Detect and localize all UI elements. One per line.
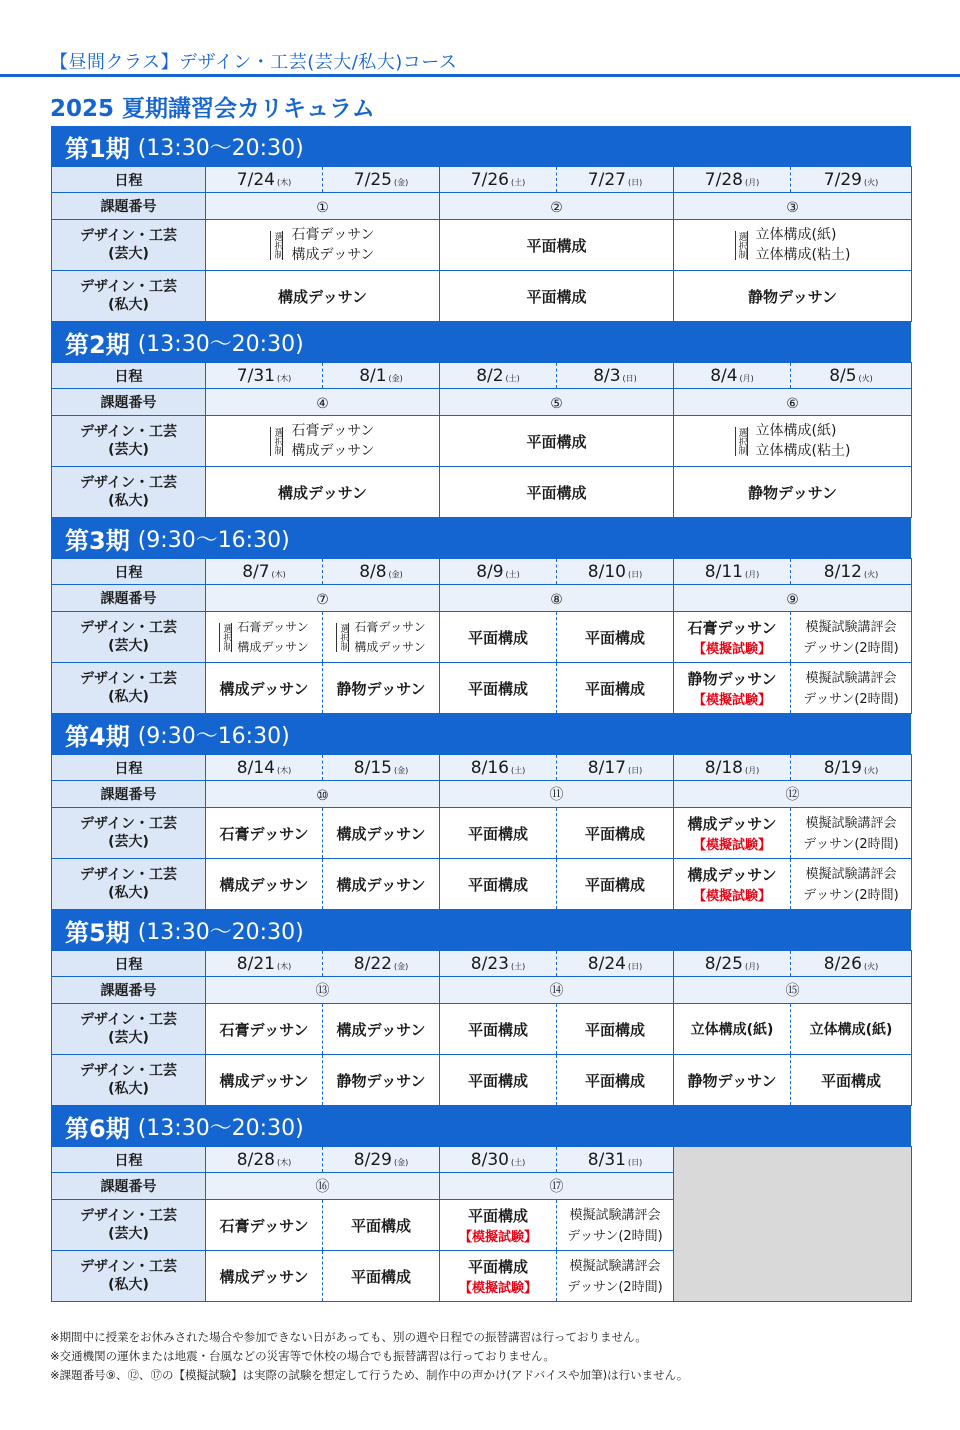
period-table-6 — [51, 1146, 912, 1302]
class-cell: 平面構成 【模擬試験】 — [440, 1251, 557, 1302]
assignment-number: ⑦ — [206, 585, 440, 612]
course-label-shidai: デザイン・工芸 (私大) — [52, 1251, 206, 1302]
date-cell: 8/26 (火) — [791, 951, 912, 977]
exam-tag: 【模擬試験】 — [692, 889, 771, 904]
period-header-6 — [51, 1106, 911, 1146]
period-header-1 — [51, 126, 911, 166]
class-cell: 構成デッサン — [323, 808, 440, 859]
course-label-geidai: デザイン・工芸 (芸大) — [52, 1004, 206, 1055]
date-cell: 8/31 (日) — [557, 1147, 674, 1173]
course-label-geidai: デザイン・工芸 (芸大) — [52, 1200, 206, 1251]
assignment-number: ⑬ — [206, 977, 440, 1004]
class-cell: 石膏デッサン — [206, 1200, 323, 1251]
period-time: (13:30〜20:30) — [137, 1115, 304, 1141]
class-cell: 平面構成 — [440, 808, 557, 859]
date-label: 日程 — [52, 755, 206, 781]
class-cell: 模擬試験講評会 デッサン(2時間) — [791, 859, 912, 910]
course-label-geidai: デザイン・工芸 (芸大) — [52, 220, 206, 271]
assignment-number: ⑧ — [440, 585, 674, 612]
class-cell: 平面構成 — [557, 808, 674, 859]
period-name: 第5期 — [65, 918, 130, 947]
class-cell: 構成デッサン — [206, 271, 440, 322]
class-cell: 平面構成 — [791, 1055, 912, 1106]
period-time: (13:30〜20:30) — [137, 135, 304, 161]
class-cell: 平面構成 — [557, 663, 674, 714]
choice-tag: 選択制 — [736, 231, 747, 259]
date-label: 日程 — [52, 951, 206, 977]
class-cell: 構成デッサン — [206, 1251, 323, 1302]
course-header: 【昼間クラス】デザイン・工芸(芸大/私大)コース — [50, 52, 458, 73]
date-label: 日程 — [52, 363, 206, 389]
date-cell: 7/24 (木) — [206, 167, 323, 193]
class-cell: 模擬試験講評会 デッサン(2時間) — [791, 808, 912, 859]
period-time: (13:30〜20:30) — [137, 919, 304, 945]
assignment-number: ⑭ — [440, 977, 674, 1004]
class-cell: 模擬試験講評会 デッサン(2時間) — [791, 663, 912, 714]
class-cell: 平面構成 — [440, 612, 557, 663]
course-label-geidai: デザイン・工芸 (芸大) — [52, 612, 206, 663]
exam-tag: 【模擬試験】 — [458, 1281, 537, 1296]
class-cell: 平面構成 — [440, 467, 674, 518]
course-label-shidai: デザイン・工芸 (私大) — [52, 859, 206, 910]
period-header-4 — [51, 714, 911, 754]
exam-tag: 【模擬試験】 — [692, 642, 771, 657]
class-cell: 構成デッサン — [206, 1055, 323, 1106]
date-cell: 8/19 (火) — [791, 755, 912, 781]
course-label-geidai: デザイン・工芸 (芸大) — [52, 416, 206, 467]
date-cell: 8/30 (土) — [440, 1147, 557, 1173]
period-table-1 — [51, 166, 912, 322]
number-label: 課題番号 — [52, 1173, 206, 1200]
class-cell: 構成デッサン — [206, 467, 440, 518]
class-cell: 石膏デッサン — [206, 1004, 323, 1055]
class-cell: 構成デッサン — [323, 1004, 440, 1055]
date-cell: 7/26 (土) — [440, 167, 557, 193]
choice-tag: 選択制 — [736, 427, 747, 455]
date-cell: 8/28 (木) — [206, 1147, 323, 1173]
period-time: (13:30〜20:30) — [137, 331, 304, 357]
date-cell: 8/5 (火) — [791, 363, 912, 389]
class-cell: 平面構成 — [440, 663, 557, 714]
class-cell: 石膏デッサン — [206, 808, 323, 859]
period-table-5 — [51, 950, 912, 1106]
assignment-number: ⑨ — [674, 585, 912, 612]
number-label: 課題番号 — [52, 977, 206, 1004]
assignment-number: ⑪ — [440, 781, 674, 808]
class-cell: 立体構成(紙) — [791, 1004, 912, 1055]
class-cell: 平面構成 — [440, 220, 674, 271]
class-cell: 構成デッサン — [206, 859, 323, 910]
date-cell: 7/31 (木) — [206, 363, 323, 389]
choice-tag: 選択制 — [272, 427, 283, 455]
class-cell: 選択制 石膏デッサン 構成デッサン — [206, 612, 323, 663]
period-time: (9:30〜16:30) — [137, 527, 290, 553]
class-cell: 立体構成(紙) — [674, 1004, 791, 1055]
class-cell: 選択制 石膏デッサン 構成デッサン — [323, 612, 440, 663]
curriculum-schedule — [51, 126, 911, 1302]
date-cell: 8/16 (土) — [440, 755, 557, 781]
empty-area — [674, 1147, 912, 1302]
assignment-number: ⑥ — [674, 389, 912, 416]
date-cell: 8/2 (土) — [440, 363, 557, 389]
class-cell: 静物デッサン — [323, 663, 440, 714]
period-name: 第4期 — [65, 722, 130, 751]
period-table-4 — [51, 754, 912, 910]
date-cell: 7/29 (火) — [791, 167, 912, 193]
exam-tag: 【模擬試験】 — [458, 1230, 537, 1245]
date-label: 日程 — [52, 167, 206, 193]
assignment-number: ⑯ — [206, 1173, 440, 1200]
date-cell: 8/1 (金) — [323, 363, 440, 389]
date-cell: 7/28 (月) — [674, 167, 791, 193]
class-cell: 静物デッサン — [674, 467, 912, 518]
class-cell: 平面構成 — [440, 416, 674, 467]
assignment-number: ④ — [206, 389, 440, 416]
page-title: 2025 夏期講習会カリキュラム — [50, 96, 375, 122]
class-cell: 平面構成 — [440, 1004, 557, 1055]
footnote: ※課題番号⑨、⑫、⑰の【模擬試験】は実際の試験を想定して行うため、制作中の声かけ(アドバイスや加筆)は行いません。 — [50, 1368, 689, 1382]
number-label: 課題番号 — [52, 193, 206, 220]
date-cell: 8/21 (木) — [206, 951, 323, 977]
period-header-2 — [51, 322, 911, 362]
class-cell: 選択制 立体構成(紙) 立体構成(粘土) — [674, 416, 912, 467]
date-cell: 8/8 (金) — [323, 559, 440, 585]
date-cell: 8/7 (木) — [206, 559, 323, 585]
assignment-number: ⑩ — [206, 781, 440, 808]
class-cell: 平面構成 — [440, 859, 557, 910]
date-cell: 7/25 (金) — [323, 167, 440, 193]
date-cell: 8/14 (木) — [206, 755, 323, 781]
date-cell: 8/10 (日) — [557, 559, 674, 585]
date-cell: 8/3 (日) — [557, 363, 674, 389]
choice-tag: 選択制 — [272, 231, 283, 259]
class-cell: 平面構成 — [440, 271, 674, 322]
date-label: 日程 — [52, 559, 206, 585]
assignment-number: ① — [206, 193, 440, 220]
course-label-shidai: デザイン・工芸 (私大) — [52, 1055, 206, 1106]
period-table-3 — [51, 558, 912, 714]
date-cell: 8/18 (月) — [674, 755, 791, 781]
date-cell: 8/23 (土) — [440, 951, 557, 977]
number-label: 課題番号 — [52, 781, 206, 808]
course-label-shidai: デザイン・工芸 (私大) — [52, 663, 206, 714]
date-cell: 8/4 (月) — [674, 363, 791, 389]
class-cell: 静物デッサン — [674, 271, 912, 322]
period-table-2 — [51, 362, 912, 518]
date-cell: 8/12 (火) — [791, 559, 912, 585]
class-cell: 石膏デッサン 【模擬試験】 — [674, 612, 791, 663]
course-label-shidai: デザイン・工芸 (私大) — [52, 271, 206, 322]
date-cell: 8/29 (金) — [323, 1147, 440, 1173]
period-header-3 — [51, 518, 911, 558]
assignment-number: ③ — [674, 193, 912, 220]
class-cell: 選択制 石膏デッサン 構成デッサン — [206, 416, 440, 467]
footnotes — [50, 1328, 688, 1385]
class-cell: 構成デッサン 【模擬試験】 — [674, 859, 791, 910]
assignment-number: ⑰ — [440, 1173, 674, 1200]
date-cell: 8/24 (日) — [557, 951, 674, 977]
period-name: 第3期 — [65, 526, 130, 555]
class-cell: 平面構成 — [323, 1251, 440, 1302]
class-cell: 選択制 立体構成(紙) 立体構成(粘土) — [674, 220, 912, 271]
period-time: (9:30〜16:30) — [137, 723, 290, 749]
class-cell: 平面構成 — [557, 859, 674, 910]
class-cell: 構成デッサン — [206, 663, 323, 714]
assignment-number: ⑫ — [674, 781, 912, 808]
class-cell: 模擬試験講評会 デッサン(2時間) — [557, 1251, 674, 1302]
period-name: 第2期 — [65, 330, 130, 359]
class-cell: 選択制 石膏デッサン 構成デッサン — [206, 220, 440, 271]
class-cell: 平面構成 — [557, 1004, 674, 1055]
class-cell: 平面構成 — [557, 1055, 674, 1106]
choice-tag: 選択制 — [221, 623, 232, 651]
class-cell: 平面構成 — [323, 1200, 440, 1251]
class-cell: 静物デッサン — [323, 1055, 440, 1106]
choice-tag: 選択制 — [338, 623, 349, 651]
class-cell: 平面構成 【模擬試験】 — [440, 1200, 557, 1251]
class-cell: 平面構成 — [440, 1055, 557, 1106]
period-name: 第1期 — [65, 134, 130, 163]
exam-tag: 【模擬試験】 — [692, 693, 771, 708]
class-cell: 模擬試験講評会 デッサン(2時間) — [791, 612, 912, 663]
date-cell: 8/15 (金) — [323, 755, 440, 781]
footnote: ※交通機関の運休または地震・台風などの災害等で休校の場合でも振替講習は行っておりません。 — [50, 1349, 555, 1363]
date-cell: 7/27 (日) — [557, 167, 674, 193]
class-cell: 構成デッサン — [323, 859, 440, 910]
assignment-number: ② — [440, 193, 674, 220]
number-label: 課題番号 — [52, 389, 206, 416]
date-cell: 8/22 (金) — [323, 951, 440, 977]
date-cell: 8/17 (日) — [557, 755, 674, 781]
footnote: ※期間中に授業をお休みされた場合や参加できない日があっても、別の週や日程での振替講習は行っておりません。 — [50, 1330, 647, 1344]
number-label: 課題番号 — [52, 585, 206, 612]
course-label-shidai: デザイン・工芸 (私大) — [52, 467, 206, 518]
date-cell: 8/9 (土) — [440, 559, 557, 585]
assignment-number: ⑮ — [674, 977, 912, 1004]
class-cell: 静物デッサン 【模擬試験】 — [674, 663, 791, 714]
exam-tag: 【模擬試験】 — [692, 838, 771, 853]
class-cell: 模擬試験講評会 デッサン(2時間) — [557, 1200, 674, 1251]
course-label-geidai: デザイン・工芸 (芸大) — [52, 808, 206, 859]
period-header-5 — [51, 910, 911, 950]
period-name: 第6期 — [65, 1114, 130, 1143]
class-cell: 平面構成 — [557, 612, 674, 663]
class-cell: 静物デッサン — [674, 1055, 791, 1106]
assignment-number: ⑤ — [440, 389, 674, 416]
date-cell: 8/25 (月) — [674, 951, 791, 977]
date-cell: 8/11 (月) — [674, 559, 791, 585]
date-label: 日程 — [52, 1147, 206, 1173]
class-cell: 構成デッサン 【模擬試験】 — [674, 808, 791, 859]
